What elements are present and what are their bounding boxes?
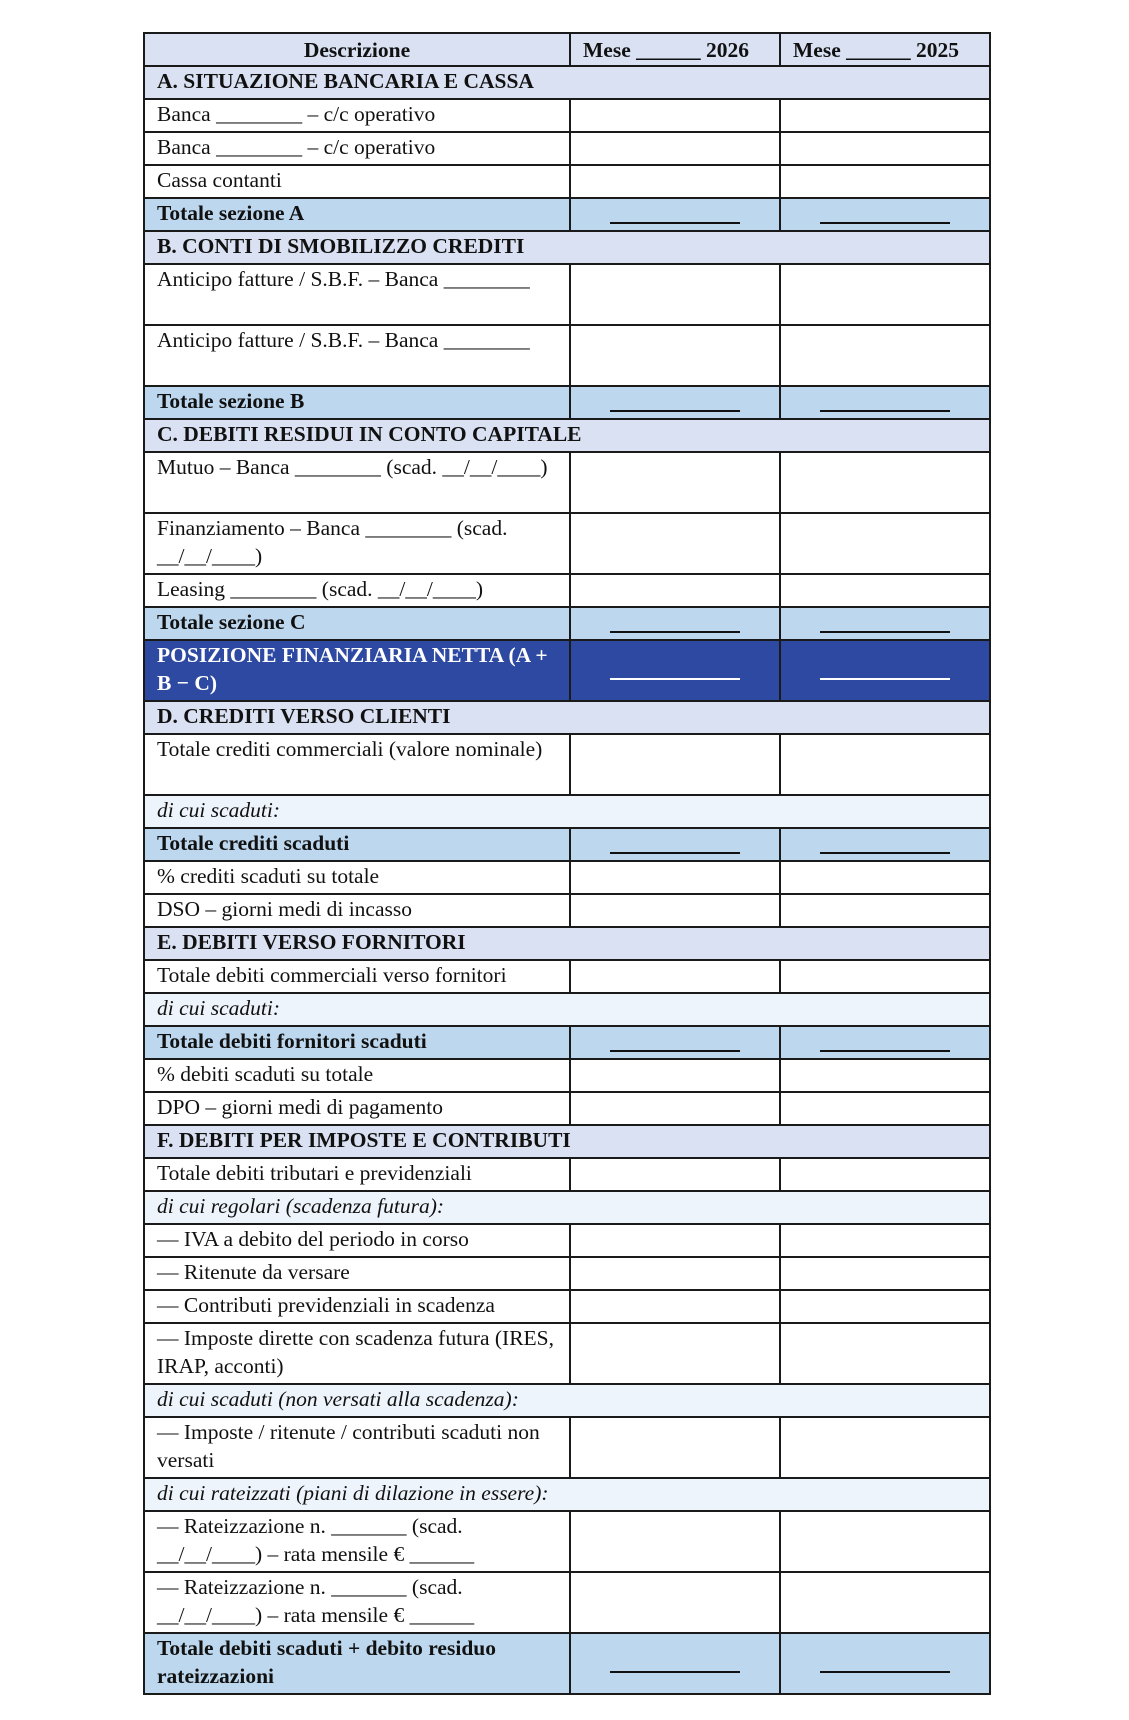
value-cell-2026[interactable] bbox=[570, 734, 780, 795]
value-cell-2026[interactable] bbox=[570, 513, 780, 574]
blank-line bbox=[820, 631, 950, 633]
section-c-header bbox=[144, 419, 990, 452]
row-label: — Imposte / ritenute / contributi scaduti non versati bbox=[144, 1417, 570, 1478]
section-e-header bbox=[144, 927, 990, 960]
table-row bbox=[144, 1511, 990, 1572]
blank-line bbox=[820, 678, 950, 680]
total-label: Totale sezione A bbox=[144, 198, 570, 231]
total-cell-2025[interactable] bbox=[780, 607, 990, 640]
row-label: % debiti scaduti su totale bbox=[144, 1059, 570, 1092]
subheading-row bbox=[144, 1384, 990, 1417]
blank-line bbox=[610, 222, 740, 224]
row-label: Cassa contanti bbox=[144, 165, 570, 198]
value-cell-2026[interactable] bbox=[570, 264, 780, 325]
value-cell-2026[interactable] bbox=[570, 99, 780, 132]
row-label: Banca ________ – c/c operativo bbox=[144, 99, 570, 132]
header-description: Descrizione bbox=[144, 33, 570, 66]
report-page bbox=[143, 32, 989, 1695]
blank-line bbox=[610, 631, 740, 633]
subheading-row bbox=[144, 993, 990, 1026]
row-label: — Contributi previdenziali in scadenza bbox=[144, 1290, 570, 1323]
value-cell-2025[interactable] bbox=[780, 325, 990, 386]
subheading-row bbox=[144, 1191, 990, 1224]
table-row bbox=[144, 1572, 990, 1633]
blank-line bbox=[610, 852, 740, 854]
blank-line bbox=[610, 678, 740, 680]
value-cell-2026[interactable] bbox=[570, 1323, 780, 1384]
value-cell-2026[interactable] bbox=[570, 960, 780, 993]
subheading-label: di cui scaduti: bbox=[144, 993, 990, 1026]
value-cell-2026[interactable] bbox=[570, 1290, 780, 1323]
table-row bbox=[144, 264, 990, 325]
total-label: Totale debiti scaduti + debito residuo rateizzazioni bbox=[144, 1633, 570, 1694]
total-row bbox=[144, 828, 990, 861]
table-row bbox=[144, 1224, 990, 1257]
value-cell-2026[interactable] bbox=[570, 452, 780, 513]
total-row bbox=[144, 607, 990, 640]
total-cell-2025[interactable] bbox=[780, 198, 990, 231]
subheading-row bbox=[144, 1478, 990, 1511]
total-row bbox=[144, 1026, 990, 1059]
total-cell-2025[interactable] bbox=[780, 828, 990, 861]
section-title: F. DEBITI PER IMPOSTE E CONTRIBUTI bbox=[144, 1125, 990, 1158]
subheading-row bbox=[144, 795, 990, 828]
row-label: Anticipo fatture / S.B.F. – Banca ________ bbox=[144, 325, 570, 386]
row-label: Mutuo – Banca ________ (scad. __/__/____) bbox=[144, 452, 570, 513]
total-cell-2025[interactable] bbox=[780, 386, 990, 419]
total-row bbox=[144, 1633, 990, 1694]
value-cell-2025[interactable] bbox=[780, 894, 990, 927]
row-label: Finanziamento – Banca ________ (scad. __/__/____) bbox=[144, 513, 570, 574]
total-row bbox=[144, 386, 990, 419]
subheading-label: di cui scaduti (non versati alla scadenza): bbox=[144, 1384, 990, 1417]
table-header-row bbox=[144, 33, 990, 66]
row-label: DPO – giorni medi di pagamento bbox=[144, 1092, 570, 1125]
row-label: DSO – giorni medi di incasso bbox=[144, 894, 570, 927]
value-cell-2026[interactable] bbox=[570, 165, 780, 198]
value-cell-2026[interactable] bbox=[570, 1224, 780, 1257]
value-cell-2025[interactable] bbox=[780, 1417, 990, 1478]
total-cell-2026[interactable] bbox=[570, 386, 780, 419]
table-row bbox=[144, 574, 990, 607]
table-row bbox=[144, 1092, 990, 1125]
blank-line bbox=[820, 852, 950, 854]
total-cell-2026[interactable] bbox=[570, 607, 780, 640]
value-cell-2025[interactable] bbox=[780, 1290, 990, 1323]
header-month-2026: Mese ______ 2026 bbox=[570, 33, 780, 66]
row-label: Banca ________ – c/c operativo bbox=[144, 132, 570, 165]
total-row bbox=[144, 198, 990, 231]
total-label: Totale debiti fornitori scaduti bbox=[144, 1026, 570, 1059]
table-row bbox=[144, 513, 990, 574]
total-cell-2026[interactable] bbox=[570, 1633, 780, 1694]
section-f-header bbox=[144, 1125, 990, 1158]
section-b-header bbox=[144, 231, 990, 264]
total-cell-2026[interactable] bbox=[570, 1026, 780, 1059]
table-row bbox=[144, 165, 990, 198]
blank-line bbox=[820, 222, 950, 224]
value-cell-2026[interactable] bbox=[570, 574, 780, 607]
value-cell-2025[interactable] bbox=[780, 574, 990, 607]
value-cell-2025[interactable] bbox=[780, 1572, 990, 1633]
table-row bbox=[144, 960, 990, 993]
row-label: — IVA a debito del periodo in corso bbox=[144, 1224, 570, 1257]
value-cell-2026[interactable] bbox=[570, 325, 780, 386]
table-row bbox=[144, 99, 990, 132]
total-cell-2025[interactable] bbox=[780, 1026, 990, 1059]
value-cell-2025[interactable] bbox=[780, 734, 990, 795]
value-cell-2025[interactable] bbox=[780, 452, 990, 513]
row-label: — Rateizzazione n. _______ (scad. __/__/____) – rata mensile € ______ bbox=[144, 1572, 570, 1633]
section-d-header bbox=[144, 701, 990, 734]
value-cell-2026[interactable] bbox=[570, 1158, 780, 1191]
total-label: Totale sezione C bbox=[144, 607, 570, 640]
row-label: Totale crediti commerciali (valore nominale) bbox=[144, 734, 570, 795]
value-cell-2026[interactable] bbox=[570, 1257, 780, 1290]
total-label: Totale crediti scaduti bbox=[144, 828, 570, 861]
subheading-label: di cui rateizzati (piani di dilazione in essere): bbox=[144, 1478, 990, 1511]
table-row bbox=[144, 734, 990, 795]
section-title: C. DEBITI RESIDUI IN CONTO CAPITALE bbox=[144, 419, 990, 452]
row-label: % crediti scaduti su totale bbox=[144, 861, 570, 894]
table-row bbox=[144, 1257, 990, 1290]
blank-line bbox=[610, 1671, 740, 1673]
total-cell-2026[interactable] bbox=[570, 828, 780, 861]
value-cell-2026[interactable] bbox=[570, 1092, 780, 1125]
subheading-label: di cui regolari (scadenza futura): bbox=[144, 1191, 990, 1224]
net-position-row bbox=[144, 640, 990, 701]
value-cell-2025[interactable] bbox=[780, 99, 990, 132]
value-cell-2025[interactable] bbox=[780, 513, 990, 574]
section-title: A. SITUAZIONE BANCARIA E CASSA bbox=[144, 66, 990, 99]
table-row bbox=[144, 452, 990, 513]
total-cell-2026[interactable] bbox=[570, 198, 780, 231]
value-cell-2025[interactable] bbox=[780, 1511, 990, 1572]
table-row bbox=[144, 1417, 990, 1478]
value-cell-2025[interactable] bbox=[780, 1092, 990, 1125]
value-cell-2026[interactable] bbox=[570, 1417, 780, 1478]
total-label: Totale sezione B bbox=[144, 386, 570, 419]
net-position-label: POSIZIONE FINANZIARIA NETTA (A + B − C) bbox=[144, 640, 570, 701]
row-label: Totale debiti tributari e previdenziali bbox=[144, 1158, 570, 1191]
subheading-label: di cui scaduti: bbox=[144, 795, 990, 828]
row-label: — Ritenute da versare bbox=[144, 1257, 570, 1290]
value-cell-2026[interactable] bbox=[570, 1511, 780, 1572]
table-row bbox=[144, 325, 990, 386]
value-cell-2026[interactable] bbox=[570, 1059, 780, 1092]
row-label: Leasing ________ (scad. __/__/____) bbox=[144, 574, 570, 607]
financial-position-table bbox=[143, 32, 991, 1695]
value-cell-2025[interactable] bbox=[780, 165, 990, 198]
value-cell-2025[interactable] bbox=[780, 132, 990, 165]
blank-line bbox=[820, 1671, 950, 1673]
row-label: Totale debiti commerciali verso fornitori bbox=[144, 960, 570, 993]
section-title: D. CREDITI VERSO CLIENTI bbox=[144, 701, 990, 734]
value-cell-2026[interactable] bbox=[570, 1572, 780, 1633]
table-row bbox=[144, 1059, 990, 1092]
section-title: B. CONTI DI SMOBILIZZO CREDITI bbox=[144, 231, 990, 264]
value-cell-2025[interactable] bbox=[780, 1323, 990, 1384]
net-cell-2025[interactable] bbox=[780, 640, 990, 701]
section-title: E. DEBITI VERSO FORNITORI bbox=[144, 927, 990, 960]
blank-line bbox=[610, 410, 740, 412]
value-cell-2026[interactable] bbox=[570, 132, 780, 165]
table-row bbox=[144, 894, 990, 927]
blank-line bbox=[820, 410, 950, 412]
table-row bbox=[144, 1290, 990, 1323]
section-a-header bbox=[144, 66, 990, 99]
table-row bbox=[144, 132, 990, 165]
total-cell-2025[interactable] bbox=[780, 1633, 990, 1694]
blank-line bbox=[820, 1050, 950, 1052]
blank-line bbox=[610, 1050, 740, 1052]
value-cell-2025[interactable] bbox=[780, 960, 990, 993]
table-row bbox=[144, 1323, 990, 1384]
value-cell-2025[interactable] bbox=[780, 1158, 990, 1191]
row-label: Anticipo fatture / S.B.F. – Banca ________ bbox=[144, 264, 570, 325]
table-row bbox=[144, 861, 990, 894]
header-month-2025: Mese ______ 2025 bbox=[780, 33, 990, 66]
row-label: — Rateizzazione n. _______ (scad. __/__/____) – rata mensile € ______ bbox=[144, 1511, 570, 1572]
value-cell-2026[interactable] bbox=[570, 861, 780, 894]
value-cell-2025[interactable] bbox=[780, 861, 990, 894]
value-cell-2025[interactable] bbox=[780, 1059, 990, 1092]
value-cell-2025[interactable] bbox=[780, 264, 990, 325]
row-label: — Imposte dirette con scadenza futura (IRES, IRAP, acconti) bbox=[144, 1323, 570, 1384]
value-cell-2025[interactable] bbox=[780, 1224, 990, 1257]
net-cell-2026[interactable] bbox=[570, 640, 780, 701]
value-cell-2026[interactable] bbox=[570, 894, 780, 927]
value-cell-2025[interactable] bbox=[780, 1257, 990, 1290]
table-row bbox=[144, 1158, 990, 1191]
